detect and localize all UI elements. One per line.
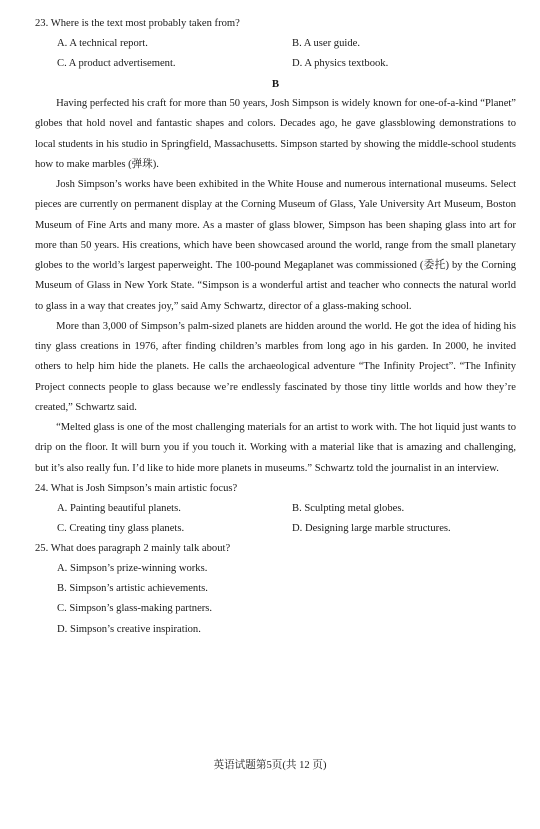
question-24-options: [35, 499, 516, 539]
question-23-stem: 23. Where is the text most probably taken from?: [35, 18, 240, 29]
question-23-options: [35, 34, 516, 74]
question-24-option-b[interactable]: B. Sculpting metal globes.: [292, 502, 405, 514]
section-label: B: [271, 78, 280, 90]
question-24-option-c[interactable]: C. Creating tiny glass planets.: [57, 522, 185, 534]
passage-paragraph-1: Having perfected his craft for more than 50 years, Josh Simpson is widely known for one-of-a-kind “Planet” globes that hold novel and fantastic shapes and colors. Decades ago, he gave glassblowing demonstrations to local students in his studio in Springfield, Massachusetts. Simpson started by showing the middle-school students how to make marbles (弹珠).: [35, 98, 516, 170]
passage-paragraph-4: “Melted glass is one of the most challenging materials for an artist to work with. The hot liquid just wants to drip on the floor. It will burn you if you touch it. Working with a material like that is amazing and challenging, but it’s also really fun. I’d like to hide more planets in museums.” Schwartz told the journalist in an interview.: [35, 422, 516, 474]
question-25-option-b[interactable]: B. Simpson’s artistic achievements.: [57, 583, 208, 595]
question-23-option-b[interactable]: B. A user guide.: [292, 38, 360, 49]
question-23-option-d[interactable]: D. A physics textbook.: [292, 58, 389, 69]
question-24-option-a[interactable]: A. Painting beautiful planets.: [57, 502, 181, 514]
question-23-option-a[interactable]: A. A technical report.: [57, 38, 148, 49]
passage-paragraph-3: More than 3,000 of Simpson’s palm-sized planets are hidden around the world. He got the idea of hiding his tiny glass creations in 1976, after finding children’s marbles from long ago in his garden. In 2000, he invited others to help him hide the planets. He calls the archaeological adventure “The Infinity Project”. “The Infinity Project connects people to glass because we’re endlessly fascinated by those tiny little worlds and how they’re created,” Schwartz said.: [35, 320, 516, 413]
question-23-option-c[interactable]: C. A product advertisement.: [57, 58, 176, 69]
passage-paragraph-2: Josh Simpson’s works have been exhibited in the White House and numerous international museums. Select pieces are currently on permanent display at the Corning Museum of Glass, Yale University Art Museum, Boston Museum of Fine Arts and many more. As a master of glass blower, Simpson has been shaping glass into art for more than 50 years. His creations, which have been showcased around the world, range from the small planetary globes to the world’s largest paperweight. The 100-pound Megaplanet was commissioned (委托) by the Corning Museum of Glass in New York State. “Simpson is a wonderful artist and teacher who connects the natural world to glass in a way that creates joy,” said Amy Schwartz, director of a glass-making school.: [35, 179, 516, 312]
question-24-option-d[interactable]: D. Designing large marble structures.: [292, 522, 451, 534]
question-25-stem: 25. What does paragraph 2 mainly talk about?: [35, 542, 231, 554]
question-25-option-d[interactable]: D. Simpson’s creative inspiration.: [57, 623, 201, 635]
question-25-option-c[interactable]: C. Simpson’s glass-making partners.: [57, 603, 213, 615]
question-24-stem: 24. What is Josh Simpson’s main artistic focus?: [35, 482, 238, 494]
question-25-option-a[interactable]: A. Simpson’s prize-winning works.: [57, 562, 208, 574]
page-footer: 英语试题第5页(共 12 页): [213, 760, 327, 771]
